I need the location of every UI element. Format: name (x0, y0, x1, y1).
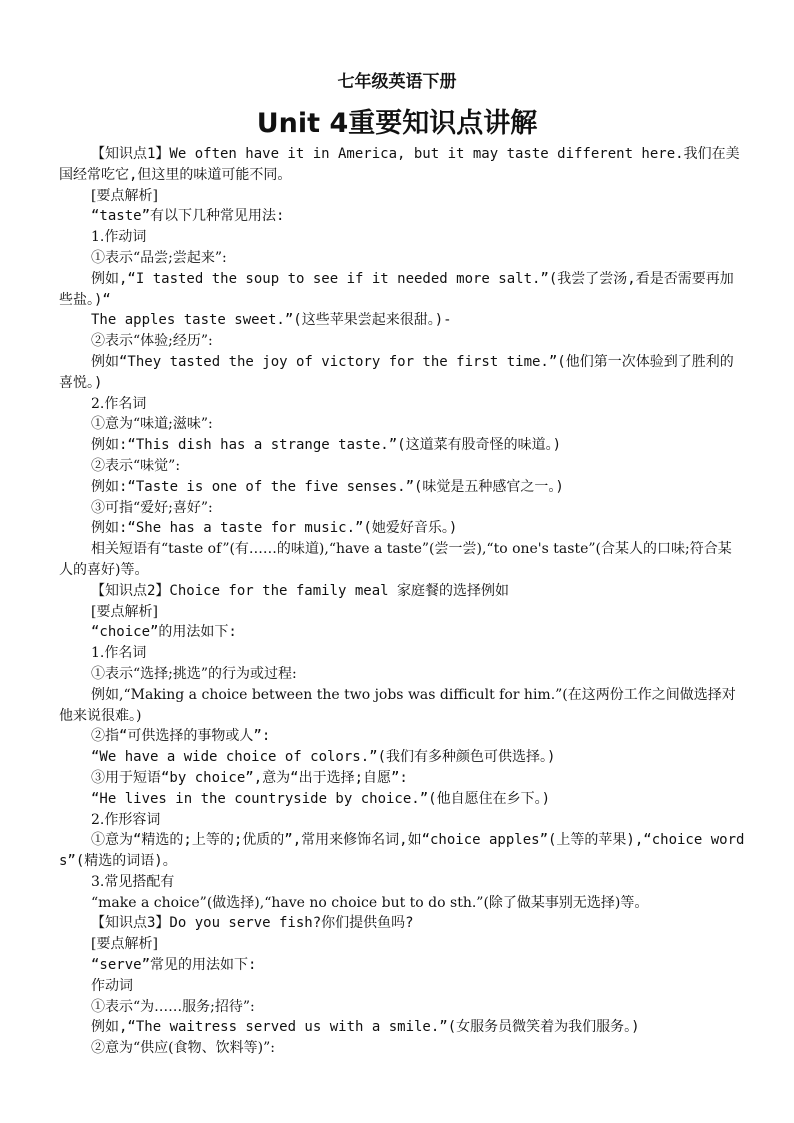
paragraph: 例如,“I tasted the soup to see if it needed more salt.”(我尝了尝汤,看是否需要再加些盐。)“ (59, 270, 734, 308)
paragraph: “choice”的用法如下: (91, 624, 237, 641)
paragraph: ②意为“供应(食物、饮料等)”: (91, 1040, 275, 1057)
paragraph: “make a choice”(做选择),“have no choice but to do sth.”(除了做某事别无选择)等。 (91, 894, 649, 911)
paragraph: 例如:“This dish has a strange taste.”(这道菜有股奇怪的味道。) (91, 437, 562, 454)
paragraph: The apples taste sweet.”(这些苹果尝起来很甜。)- (91, 312, 452, 329)
paragraph: 2.作形容词 (91, 811, 161, 828)
paragraph: ①表示“品尝;尝起来”: (91, 249, 227, 266)
paragraph: ①意为“味道;滋味”: (91, 416, 213, 433)
paragraph: [要点解析] (91, 936, 158, 953)
document-body (59, 144, 745, 1059)
paragraph: 例如:“Taste is one of the five senses.”(味觉是五种感官之一。) (91, 478, 564, 495)
paragraph: 例如“They tasted the joy of victory for the first time.”(他们第一次体验到了胜利的喜悦。) (59, 353, 734, 391)
paragraph: ②表示“体验;经历”: (91, 333, 213, 350)
paragraph: 相关短语有“taste of”(有……的味道),“have a taste”(尝一尝),“to one's taste”(合某人的口味;符合某人的喜好)等。 (59, 541, 732, 578)
paragraph: 例如:“She has a taste for music.”(她爱好音乐。) (91, 520, 458, 537)
paragraph: ③可指“爱好;喜好”: (91, 499, 213, 516)
paragraph: ②指“可供选择的事物或人”: (91, 728, 271, 745)
paragraph: 例如,“The waitress served us with a smile.”(女服务员微笑着为我们服务。) (91, 1019, 640, 1036)
paragraph: “serve”常见的用法如下: (91, 957, 257, 974)
paragraph: “taste”有以下几种常见用法: (91, 208, 285, 225)
paragraph: 【知识点2】Choice for the family meal 家庭餐的选择例如 (91, 582, 510, 599)
paragraph: [要点解析] (91, 603, 158, 620)
paragraph: [要点解析] (91, 187, 158, 204)
paragraph: ①表示“选择;挑选”的行为或过程: (91, 665, 297, 682)
paragraph: 1.作名词 (91, 645, 147, 662)
document-title: Unit 4重要知识点讲解 (256, 108, 538, 139)
paragraph: ①意为“精选的;上等的;优质的”,常用来修饰名词,如“choice apples”(上等的苹果),“choice words”(精选的词语)。 (59, 832, 745, 870)
paragraph: ③用于短语“by choice”,意为“出于选择;自愿”: (91, 769, 408, 786)
paragraph: “We have a wide choice of colors.”(我们有多种颜色可供选择。) (91, 749, 556, 766)
paragraph: 【知识点3】Do you serve fish?你们提供鱼吗? (91, 915, 414, 932)
paragraph: 3.常见搭配有 (91, 873, 175, 890)
paragraph: 【知识点1】We often have it in America, but it may taste different here.我们在美国经常吃它,但这里的味道可能不同。 (59, 146, 740, 183)
paragraph: “He lives in the countryside by choice.”(他自愿住在乡下。) (91, 790, 551, 807)
paragraph: ①表示“为……服务;招待”: (91, 998, 255, 1015)
paragraph: 作动词 (91, 977, 133, 994)
paragraph: ②表示“味觉”: (91, 457, 181, 474)
paragraph: 1.作动词 (91, 229, 147, 246)
paragraph: 例如,“Making a choice between the two jobs was difficult for him.”(在这两份工作之间做选择对他来说很难。) (59, 686, 736, 724)
paragraph: 2.作名词 (91, 395, 147, 412)
document-subtitle: 七年级英语下册 (337, 72, 457, 92)
